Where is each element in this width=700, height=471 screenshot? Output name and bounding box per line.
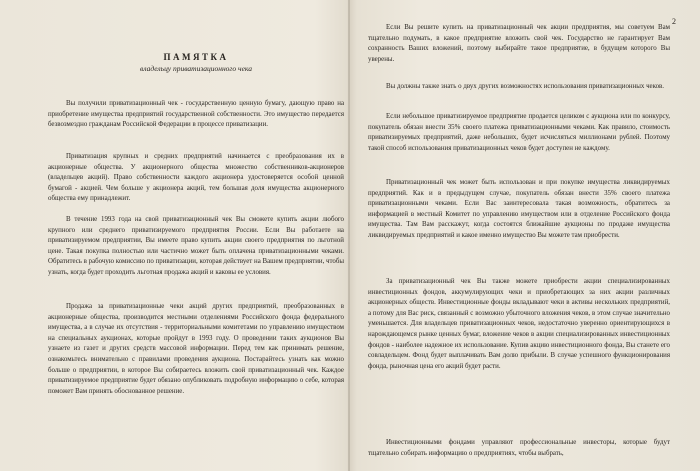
right-page xyxy=(368,0,676,471)
document-title: ПАМЯТКА xyxy=(163,52,229,62)
right-paragraph-2: Вы должны также знать о двух других возможностях использования приватизационных чеков. xyxy=(386,83,665,90)
left-page xyxy=(48,0,344,471)
left-paragraph-4: Продажа за приватизационные чеки акций других предприятий, преобразованных в акционерные общества, производится местными отделениями Российского фонда федерального имущества, а в случае их отсутствия - территориальными комитетами по управлению имуществом на специальных аукционах, которые пройдут в 1993 году. О проведении таких аукционов Вы узнаете из газет и других средств массовой информации. Перед тем как принимать решение, ознакомьтесь внимательно с правилами проведения аукциона. Постарайтесь узнать как можно больше о предприятии, в которое Вы собираетесь вложить свой приватизационный чек. Каждое приватизируемое предприятие будет обязано опубликовать подробную информацию о себе, которая поможет Вам принять обоснованное решение. xyxy=(48,303,344,395)
document-subtitle: владельцу приватизационного чека xyxy=(140,64,252,73)
page-number: 2 xyxy=(672,17,676,26)
right-paragraph-1: Если Вы решите купить на приватизационный чек акции предприятия, мы советуем Вам тщательно подумать, в какое предприятие вложить свой чек. Государство не гарантирует Вам сохранность Ваших вложений, поэтому выбирайте такое предприятие, в будущем которого Вы уверены. xyxy=(368,24,670,63)
right-paragraph-6: Инвестиционными фондами управляют профессиональные инвесторы, которые будут тщательно собирать информацию о предприятиях, чтобы выбрать, xyxy=(368,439,670,457)
page-fold xyxy=(348,0,350,471)
right-paragraph-4: Приватизационный чек может быть использован и при покупке имущества ликвидируемых предприятий. Как и в предыдущем случае, покупатель обязан внести 35% своего платежа приватизационными чеками. Если Вас заинтересовала такая возможность, обратитесь за информацией в местный Комитет по управлению имуществом или в отделение Российского фонда имущества. Там Вам расскажут, когда состоятся ближайшие аукционы по продаже имущества ликвидируемых предприятий и какое именно имущество Вы можете там приобрести. xyxy=(368,179,670,239)
right-paragraph-3: Если небольшое приватизируемое предприятие продается целиком с аукциона или по конкурсу, покупатель обязан внести 35% своего платежа приватизационными чеками. Как правило, стоимость приватизируемых предприятий, даже небольших, будет исчисляться миллионами рублей. Поэтому такой способ использования приватизационных чеков будет доступен не каждому. xyxy=(368,113,670,152)
left-paragraph-3: В течение 1993 года на свой приватизационный чек Вы сможете купить акции любого крупного или среднего приватизируемого предприятия России. Если Вы работаете на приватизируемом предприятии, Вы имеете право купить акции своего предприятия по льготной цене. Такая покупка полностью или частично может быть оплачена приватизационными чеками. Обратитесь в рабочую комиссию по приватизации, которая действует на Вашем предприятии, чтобы узнать, когда будет проходить льготная продажа акций и каковы ее условия. xyxy=(48,216,345,276)
left-paragraph-2: Приватизация крупных и средних предприятий начинается с преобразования их в акционерные общества. У акционерного общества множество собственников-акционеров (владельцев акций). Право собственности каждого акционера удостоверяется особой ценной бумагой - акцией. Чем больше у акционера акций, тем большая доля имущества акционерного общества ему принадлежит. xyxy=(48,153,344,203)
right-paragraph-5: За приватизационный чек Вы также можете приобрести акции специализированных инвестиционных фондов, аккумулирующих чеки и приобретающих за них акции различных акционерных обществ. Инвестиционные фонды вкладывают чеки в активы нескольких предприятий, а потому для Вас риск, связанный с возможно убыточного вложения чеков, в этом случае значительно уменьшается. Для владельцев приватизационных чеков, недостаточно уверенно ориентирующихся в нарождающемся рынке ценных бумаг, вложение чеков в акции специализированных инвестиционных фондов - наиболее надежное их использование. Купив акцию инвестиционного фонда, Вы станете его совладельцем. Фонд будет выплачивать Вам долю прибыли. В случае успешного функционирования фонда, рыночная цена его акций будет расти. xyxy=(368,278,670,370)
left-paragraph-1: Вы получили приватизационный чек - государственную ценную бумагу, дающую право на приобретение имущества предприятий государственной собственности. Это имущество передается безвозмездно гражданам Российской Федерации в процессе приватизации. xyxy=(48,100,344,129)
